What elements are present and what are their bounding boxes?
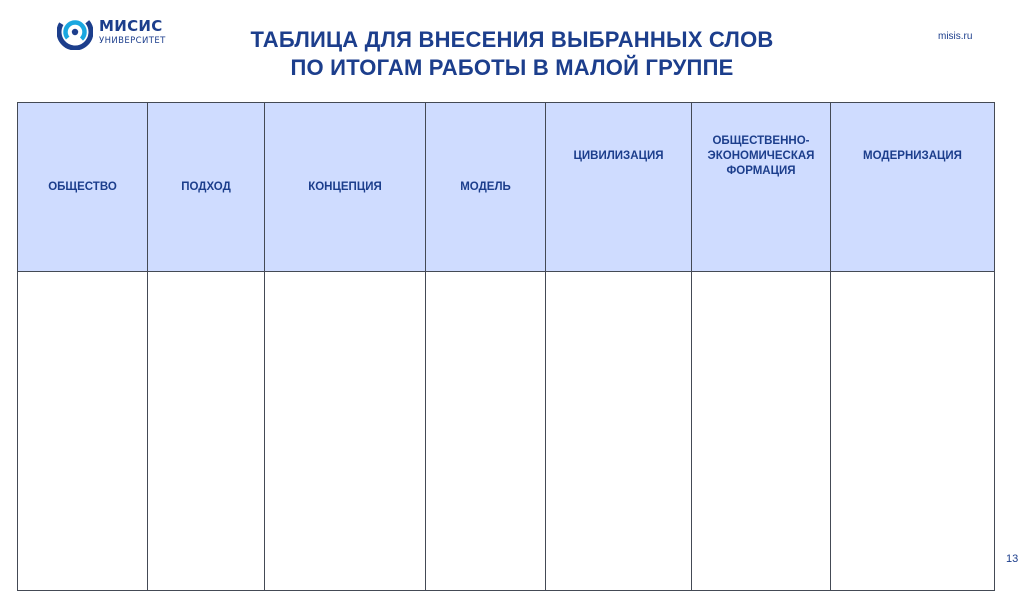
site-link[interactable]: misis.ru bbox=[938, 31, 973, 42]
logo-name: МИСИС bbox=[99, 16, 163, 35]
column-header-approach: ПОДХОД bbox=[148, 103, 265, 272]
title-line-1: ТАБЛИЦА ДЛЯ ВНЕСЕНИЯ ВЫБРАННЫХ СЛОВ bbox=[250, 27, 774, 52]
table-cell[interactable] bbox=[18, 272, 148, 591]
misis-logo-icon bbox=[57, 14, 93, 50]
table-cell[interactable] bbox=[265, 272, 426, 591]
column-header-concept: КОНЦЕПЦИЯ bbox=[265, 103, 426, 272]
column-header-civilization: ЦИВИЛИЗАЦИЯ bbox=[546, 103, 692, 272]
page-number: 13 bbox=[1006, 553, 1019, 565]
column-header-formation: ОБЩЕСТВЕННО- ЭКОНОМИЧЕСКАЯ ФОРМАЦИЯ bbox=[692, 103, 831, 272]
table-cell[interactable] bbox=[831, 272, 995, 591]
column-header-society: ОБЩЕСТВО bbox=[18, 103, 148, 272]
logo-subtitle: УНИВЕРСИТЕТ bbox=[99, 35, 166, 46]
title-line-2: ПО ИТОГАМ РАБОТЫ В МАЛОЙ ГРУППЕ bbox=[290, 55, 734, 80]
university-logo bbox=[57, 14, 166, 50]
column-header-modernization: МОДЕРНИЗАЦИЯ bbox=[831, 103, 995, 272]
table-row bbox=[18, 272, 995, 591]
table-cell[interactable] bbox=[148, 272, 265, 591]
table-cell[interactable] bbox=[692, 272, 831, 591]
table-cell[interactable] bbox=[426, 272, 546, 591]
column-header-model: МОДЕЛЬ bbox=[426, 103, 546, 272]
word-entry-table bbox=[17, 102, 995, 591]
table-cell[interactable] bbox=[546, 272, 692, 591]
slide-title bbox=[180, 26, 844, 82]
table-header-row bbox=[18, 103, 995, 272]
